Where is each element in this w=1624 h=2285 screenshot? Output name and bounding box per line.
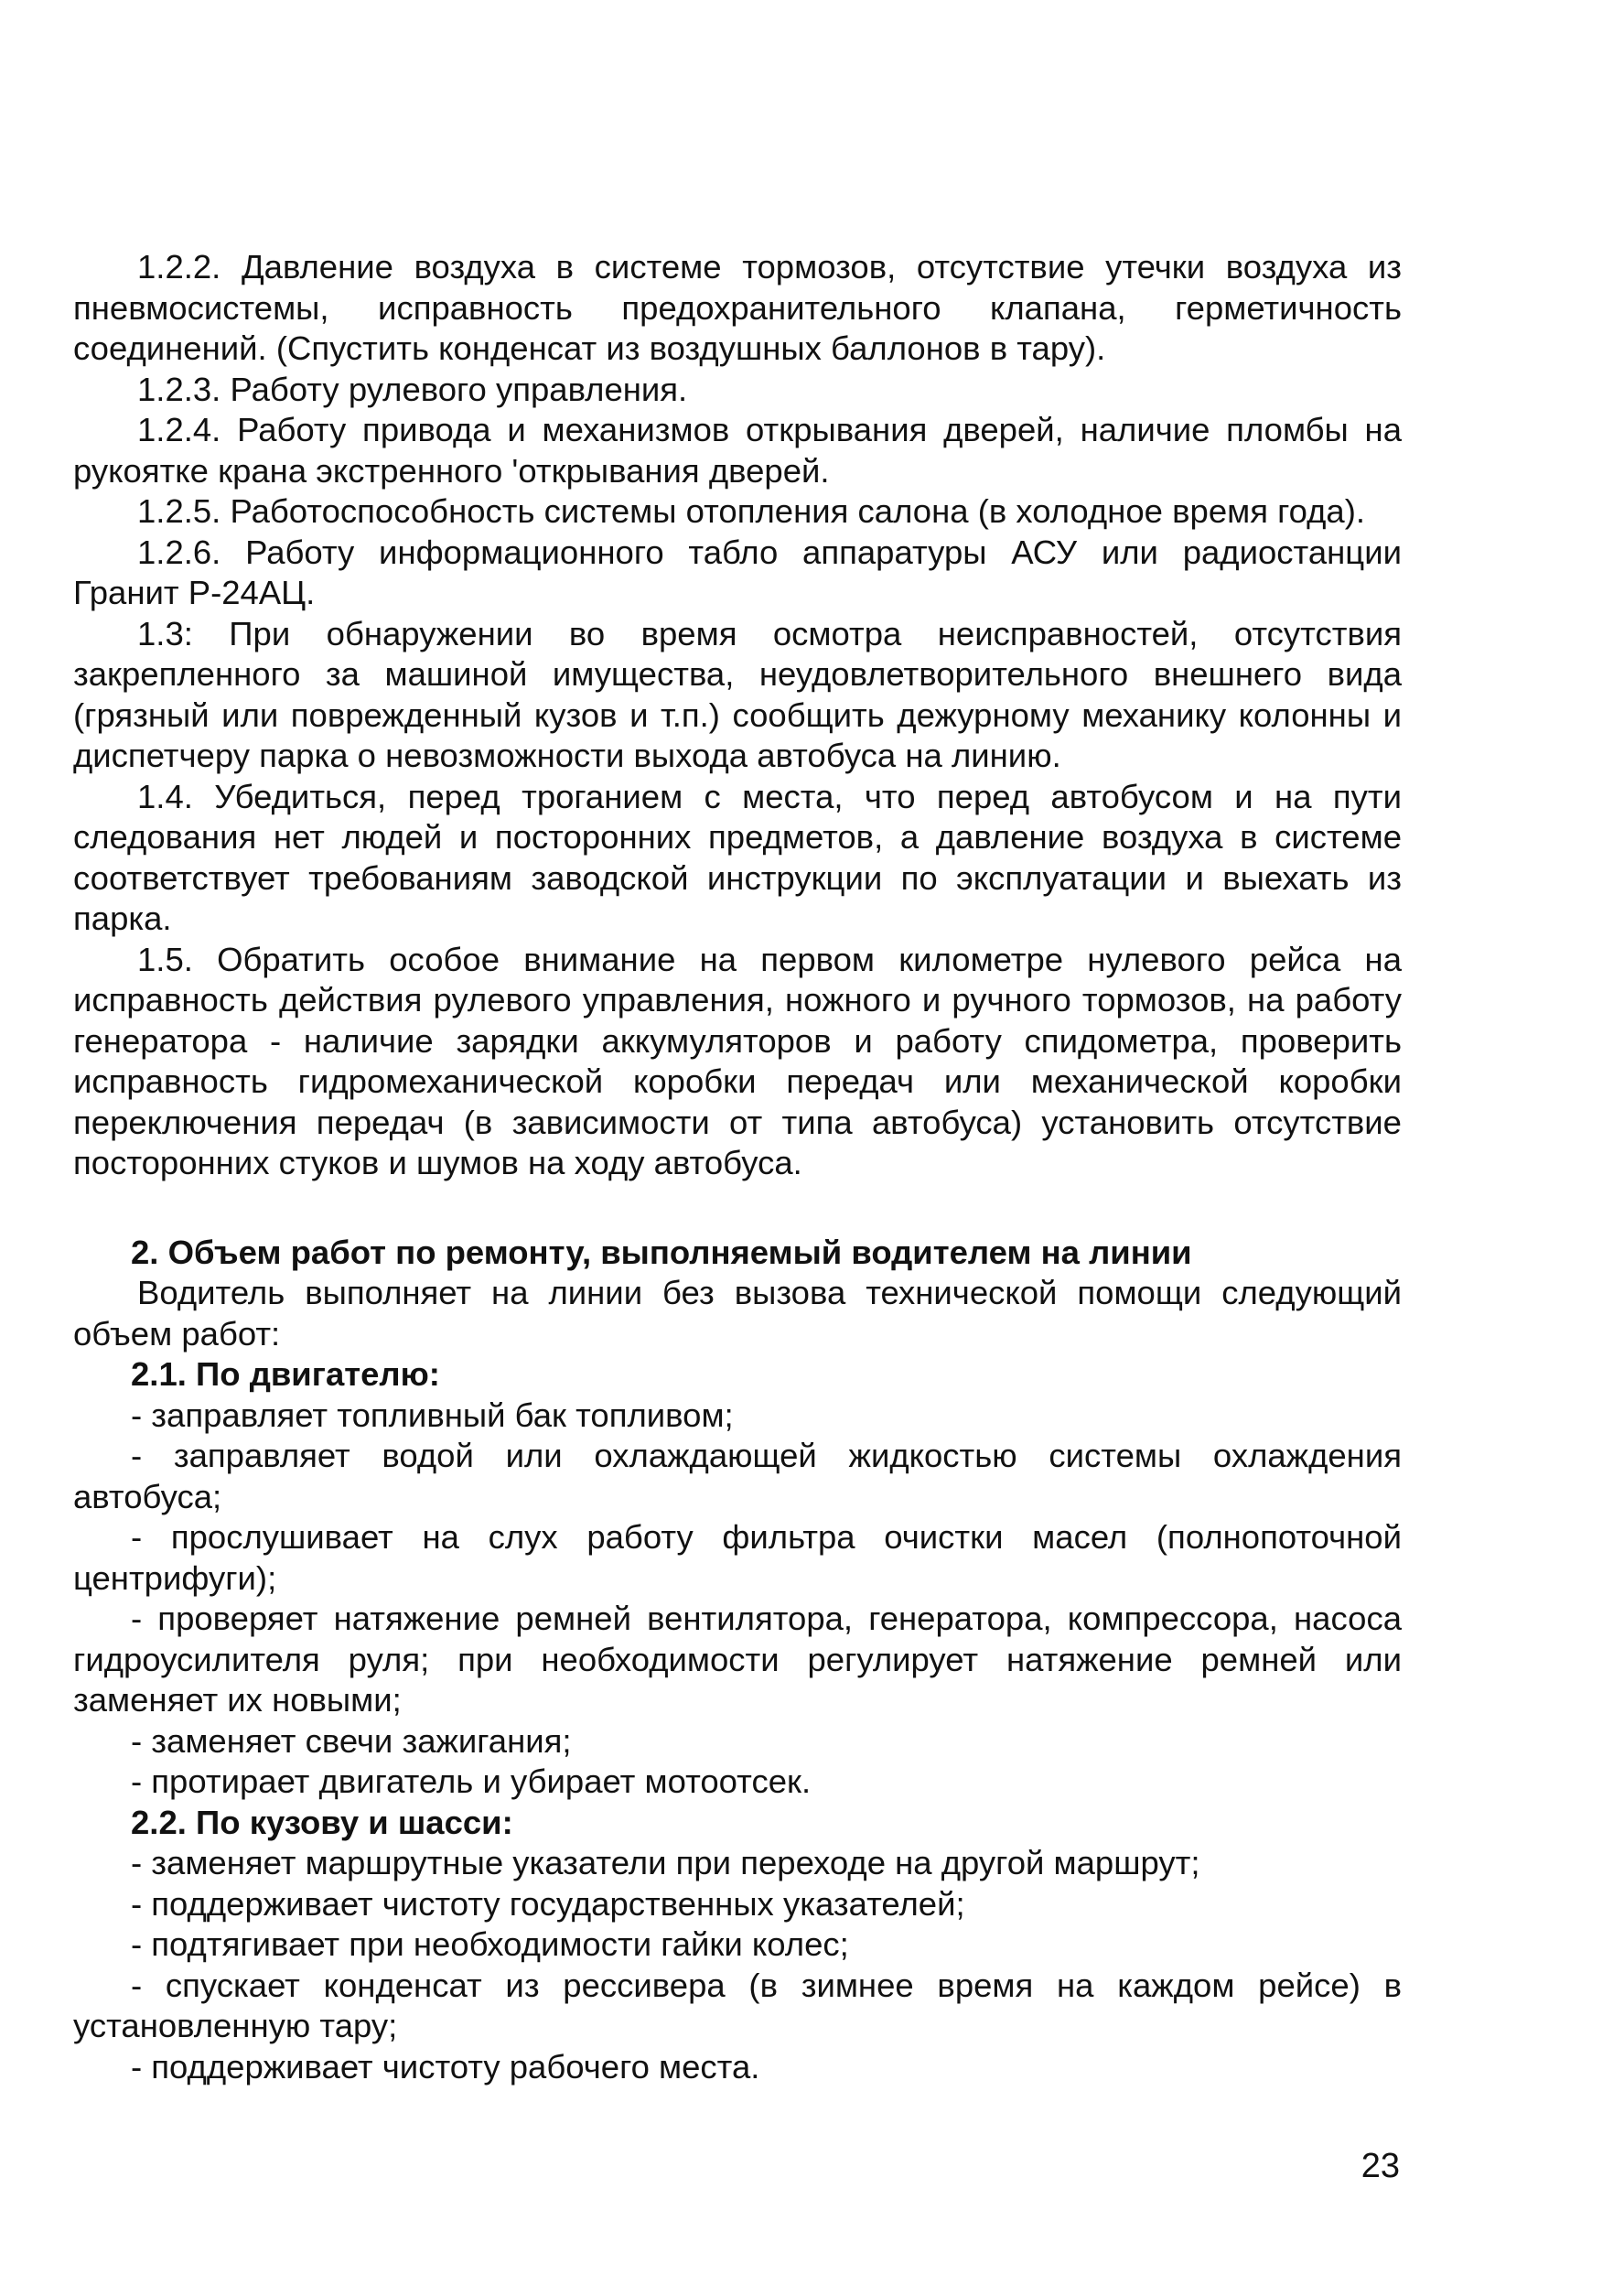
paragraph-1-2-5: 1.2.5. Работоспособность системы отопления салона (в холодное время года). xyxy=(137,492,1366,530)
list-item: - спускает конденсат из рессивера (в зимнее время на каждом рейсе) в установленную тару; xyxy=(73,1966,1402,2044)
paragraph-1-2-4: 1.2.4. Работу привода и механизмов открывания дверей, наличие пломбы на рукоятке крана экстренного 'открывания дверей. xyxy=(73,411,1402,490)
list-item: - заправляет водой или охлаждающей жидкостью системы охлаждения автобуса; xyxy=(73,1437,1402,1515)
paragraph-1-4: 1.4. Убедиться, перед троганием с места, что перед автобусом и на пути следования нет людей и посторонних предметов, а давление воздуха в системе соответствует требованиям заводской инструкции по эксплуатации и выехать из парка. xyxy=(73,777,1402,937)
list-item: - заправляет топливный бак топливом; xyxy=(131,1396,734,1434)
list-item: - прослушивает на слух работу фильтра очистки масел (полнопоточной центрифуги); xyxy=(73,1518,1402,1597)
paragraph-1-3: 1.3: При обнаружении во время осмотра неисправностей, отсутствия закрепленного за машиной имущества, неудовлетворительного внешнего вида (грязный или поврежденный кузов и т.п.) сообщить дежурному механику колонны и диспетчеру парка о невозможности выхода автобуса на линию. xyxy=(73,614,1402,774)
list-item: - заменяет свечи зажигания; xyxy=(131,1721,572,1760)
document-page xyxy=(73,247,1402,2087)
page-number: 23 xyxy=(1361,2147,1400,2185)
list-item: - проверяет натяжение ремней вентилятора, генератора, компрессора, насоса гидроусилителя руля; при необходимости регулирует натяжение ремней или заменяет их новыми; xyxy=(73,1600,1402,1719)
list-item: - поддерживает чистоту рабочего места. xyxy=(131,2047,760,2086)
subsection-2-2-title: 2.2. По кузову и шасси: xyxy=(131,1803,513,1841)
paragraph-1-5: 1.5. Обратить особое внимание на первом километре нулевого рейса на исправность действия рулевого управления, ножного и ручного тормозов, на работу генератора - наличие зарядки аккумуляторов и работу спидометра, проверить исправность гидромеханической коробки передач или механической коробки переключения передач (в зависимости от типа автобуса) установить отсутствие посторонних стуков и шумов на ходу автобуса. xyxy=(73,940,1402,1181)
list-item: - протирает двигатель и убирает мотоотсек. xyxy=(131,1762,812,1800)
list-item: - заменяет маршрутные указатели при переходе на другой маршрут; xyxy=(131,1844,1200,1881)
subsection-2-1-title: 2.1. По двигателю: xyxy=(131,1355,440,1393)
paragraph-1-2-6: 1.2.6. Работу информационного табло аппаратуры АСУ или радиостанции Гранит Р-24АЦ. xyxy=(73,533,1402,611)
section-2-heading: 2. Объем работ по ремонту, выполняемый водителем на линии xyxy=(131,1233,1192,1271)
paragraph-1-2-3: 1.2.3. Работу рулевого управления. xyxy=(137,370,688,408)
paragraph-1-2-2: 1.2.2. Давление воздуха в системе тормозов, отсутствие утечки воздуха из пневмосистемы, исправность предохранительного клапана, герметичность соединений. (Спустить конденсат из воздушных баллонов в тару). xyxy=(73,248,1402,367)
section-2-intro: Водитель выполняет на линии без вызова технической помощи следующий объем работ: xyxy=(73,1274,1402,1353)
list-item: - поддерживает чистоту государственных указателей; xyxy=(131,1884,965,1923)
list-item: - подтягивает при необходимости гайки колес; xyxy=(131,1925,849,1963)
